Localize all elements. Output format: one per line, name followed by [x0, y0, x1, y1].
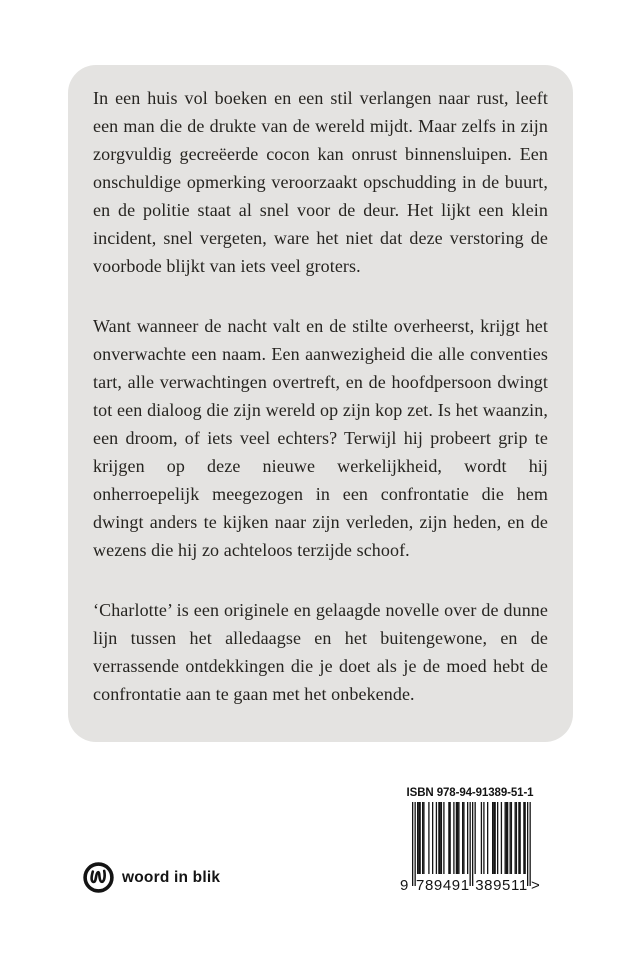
blurb-paragraph-1: In een huis vol boeken en een stil verlangen naar rust, leeft een man die de drukte van de wereld mijdt. Maar zelfs in zijn zorgvuldig gecreëerde cocon kan onrust binnensluipen. Een onschuldige opmerking veroorzaakt opschudding in de buurt, en de politie staat al snel voor de deur. Het lijkt een klein incident, snel vergeten, ware het niet dat deze verstoring de voorbode blijkt van iets veel groters.	[93, 88, 548, 276]
woord-in-blik-w-icon	[82, 861, 115, 894]
barcode-end-marker: >	[531, 877, 540, 894]
blurb-paragraph-2: Want wanneer de nacht valt en de stilte overheerst, krijgt het onverwachte een naam. Een aanwezigheid die alle conventies tart, alle verwachtingen overtreft, en de hoofdpersoon dwingt tot een dialoog die zijn wereld op zijn kop zet. Is het waanzin, een droom, of iets veel echters? Terwijl hij probeert grip te krijgen op deze nieuwe werkelijkheid, wordt hij onherroepelijk meegezogen in een confrontatie die hem dwingt anders te kijken naar zijn verleden, zijn heden, en de wezens die hij zo achteloos terzijde schoof.	[93, 316, 548, 560]
barcode-icon	[399, 802, 541, 888]
blurb-panel	[68, 65, 573, 742]
publisher-name: woord in blik	[122, 868, 221, 886]
isbn-label: ISBN 978-94-91389-51-1	[406, 787, 534, 799]
barcode-digits-left-group: 789491	[416, 877, 470, 894]
blurb-paragraph-3: ‘Charlotte’ is een originele en gelaagde novelle over de dunne lijn tussen het alledaagse en het buitengewone, en de verrassende ontdekkingen die je doet als je de moed hebt de confrontatie aan te gaan met het onbekende.	[93, 600, 548, 704]
barcode-digit-leading: 9	[400, 877, 409, 894]
barcode-block	[399, 786, 541, 898]
barcode-digits-right-group: 389511	[475, 877, 528, 894]
ean-barcode	[399, 802, 541, 898]
publisher-logo	[82, 861, 220, 894]
